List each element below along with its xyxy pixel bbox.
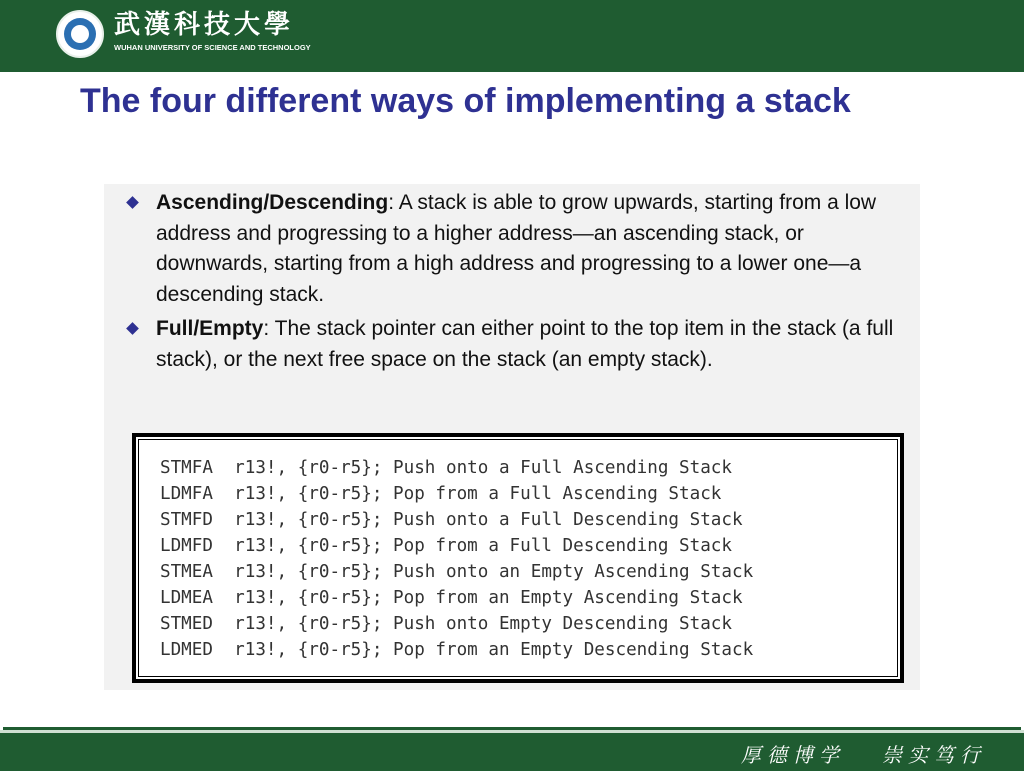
code-line: LDMEA r13!, {r0-r5}; Pop from an Empty Ascending Stack — [160, 588, 743, 608]
university-logo — [56, 8, 311, 64]
bullet-term: Ascending/Descending — [156, 191, 389, 214]
code-listing — [160, 455, 753, 663]
footer-motto: 厚德博学 崇实笃行 — [740, 743, 986, 767]
bullet-text: : A stack is able to grow upwards, starting from a low address and progressing to a higher address—an ascending stack, or downwards, starting from a high address and progressing to a lower one—a descending stack. — [156, 191, 877, 306]
header-banner — [0, 0, 1024, 72]
university-emblem-icon — [56, 10, 104, 58]
code-line: LDMED r13!, {r0-r5}; Pop from an Empty Descending Stack — [160, 640, 754, 660]
content-panel — [104, 184, 920, 690]
bullet-item — [122, 314, 912, 375]
code-line: LDMFA r13!, {r0-r5}; Pop from a Full Ascending Stack — [160, 484, 722, 504]
code-box — [132, 433, 904, 683]
bullet-list — [122, 188, 912, 379]
footer-banner — [0, 730, 1024, 771]
slide-title: The four different ways of implementing a stack — [80, 82, 851, 120]
code-line: LDMFD r13!, {r0-r5}; Pop from a Full Descending Stack — [160, 536, 732, 556]
logo-chinese-name: 武漢科技大學 — [114, 10, 295, 40]
code-line: STMFA r13!, {r0-r5}; Push onto a Full Ascending Stack — [160, 458, 732, 478]
bullet-text: : The stack pointer can either point to the top item in the stack (a full stack), or the next free space on the stack (an empty stack). — [156, 317, 894, 371]
logo-text — [114, 8, 311, 53]
code-line: STMED r13!, {r0-r5}; Push onto Empty Descending Stack — [160, 614, 732, 634]
bullet-item — [122, 188, 912, 310]
diamond-bullet-icon — [126, 196, 139, 209]
bullet-term: Full/Empty — [156, 317, 264, 340]
code-line: STMEA r13!, {r0-r5}; Push onto an Empty Ascending Stack — [160, 562, 754, 582]
logo-english-name: WUHAN UNIVERSITY OF SCIENCE AND TECHNOLOGY — [114, 43, 311, 52]
code-line: STMFD r13!, {r0-r5}; Push onto a Full Descending Stack — [160, 510, 743, 530]
diamond-bullet-icon — [126, 322, 139, 335]
